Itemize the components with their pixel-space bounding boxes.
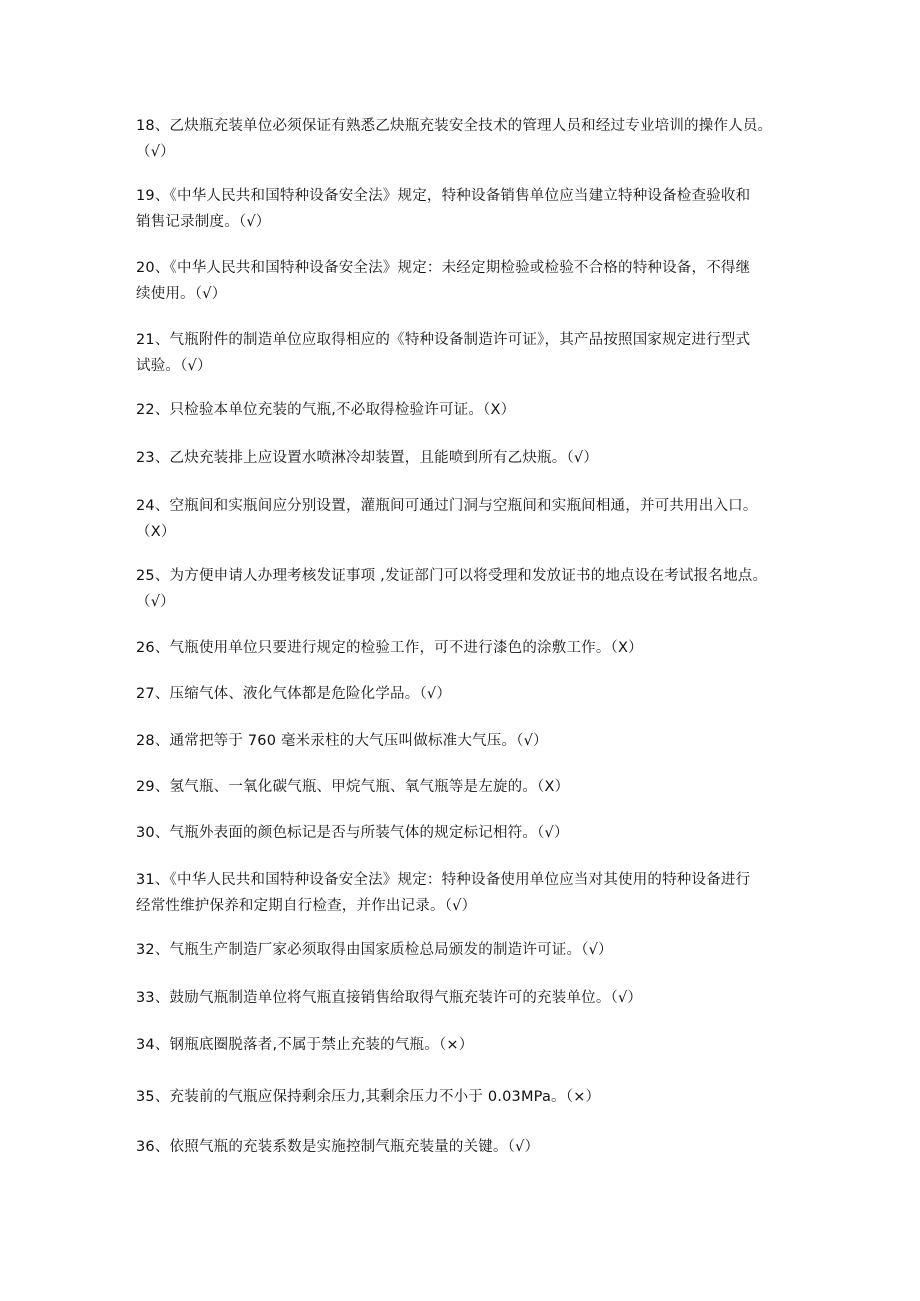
question-text: 21、气瓶附件的制造单位应取得相应的《特种设备制造许可证》，其产品按照国家规定进行型式: [136, 332, 751, 348]
question-24: [136, 493, 816, 545]
question-28: [136, 728, 816, 754]
question-32: [136, 937, 816, 963]
question-text: 36、依照气瓶的充装系数是实施控制气瓶充装量的关键。（√）: [136, 1139, 540, 1155]
question-text-continued: 销售记录制度。（√）: [136, 214, 271, 230]
question-22: [136, 397, 816, 423]
question-text: 20、《中华人民共和国特种设备安全法》规定：未经定期检验或检验不合格的特种设备，不得继: [136, 260, 751, 276]
question-text: 35、充装前的气瓶应保持剩余压力,其剩余压力不小于 0.03MPa。（×）: [136, 1089, 601, 1105]
question-23: [136, 445, 816, 471]
question-text: 28、通常把等于 760 毫米汞柱的大气压叫做标准大气压。（√）: [136, 733, 548, 749]
question-answer: （√）: [136, 594, 175, 610]
question-text: 31、《中华人民共和国特种设备安全法》规定：特种设备使用单位应当对其使用的特种设备进行: [136, 872, 751, 888]
question-20: [136, 255, 816, 307]
question-text: 23、乙炔充装排上应设置水喷淋冷却装置，且能喷到所有乙炔瓶。（√）: [136, 450, 599, 466]
question-text: 33、鼓励气瓶制造单位将气瓶直接销售给取得气瓶充装许可的充装单位。（√）: [136, 990, 643, 1006]
question-text: 19、《中华人民共和国特种设备安全法》规定，特种设备销售单位应当建立特种设备检查验收和: [136, 188, 751, 204]
question-30: [136, 820, 816, 846]
question-text: 30、气瓶外表面的颜色标记是否与所装气体的规定标记相符。（√）: [136, 825, 569, 841]
question-21: [136, 327, 816, 379]
question-18: [136, 113, 816, 165]
question-answer: （√）: [136, 144, 175, 160]
question-text: 32、气瓶生产制造厂家必须取得由国家质检总局颁发的制造许可证。（√）: [136, 942, 613, 958]
question-text: 26、气瓶使用单位只要进行规定的检验工作，可不进行漆色的涂敷工作。（X）: [136, 640, 643, 656]
question-29: [136, 774, 816, 800]
question-text: 27、压缩气体、液化气体都是危险化学品。（√）: [136, 686, 452, 702]
question-31: [136, 867, 816, 919]
question-text: 22、只检验本单位充装的气瓶,不必取得检验许可证。（X）: [136, 402, 516, 418]
question-33: [136, 985, 816, 1011]
question-26: [136, 635, 816, 661]
question-25: [136, 563, 816, 615]
question-19: [136, 183, 816, 235]
question-text: 25、为方便申请人办理考核发证事项 ,发证部门可以将受理和发放证书的地点设在考试报名地点。: [136, 568, 768, 584]
question-text-continued: 试验。（√）: [136, 358, 212, 374]
question-text: 34、钢瓶底圈脱落者,不属于禁止充装的气瓶。（×）: [136, 1037, 474, 1053]
question-text: 18、乙炔瓶充装单位必须保证有熟悉乙炔瓶充装安全技术的管理人员和经过专业培训的操作人员。: [136, 118, 773, 134]
question-answer: （X）: [136, 524, 176, 540]
question-text: 29、氢气瓶、一氧化碳气瓶、甲烷气瓶、氧气瓶等是左旋的。（X）: [136, 779, 570, 795]
question-27: [136, 681, 816, 707]
question-text: 24、空瓶间和实瓶间应分别设置，灌瓶间可通过门洞与空瓶间和实瓶间相通，并可共用出入口。: [136, 498, 758, 514]
question-text-continued: 经常性维护保养和定期自行检查，并作出记录。（√）: [136, 898, 477, 914]
question-34: [136, 1032, 816, 1058]
question-35: [136, 1084, 816, 1110]
question-36: [136, 1134, 816, 1160]
question-text-continued: 续使用。（√）: [136, 286, 227, 302]
